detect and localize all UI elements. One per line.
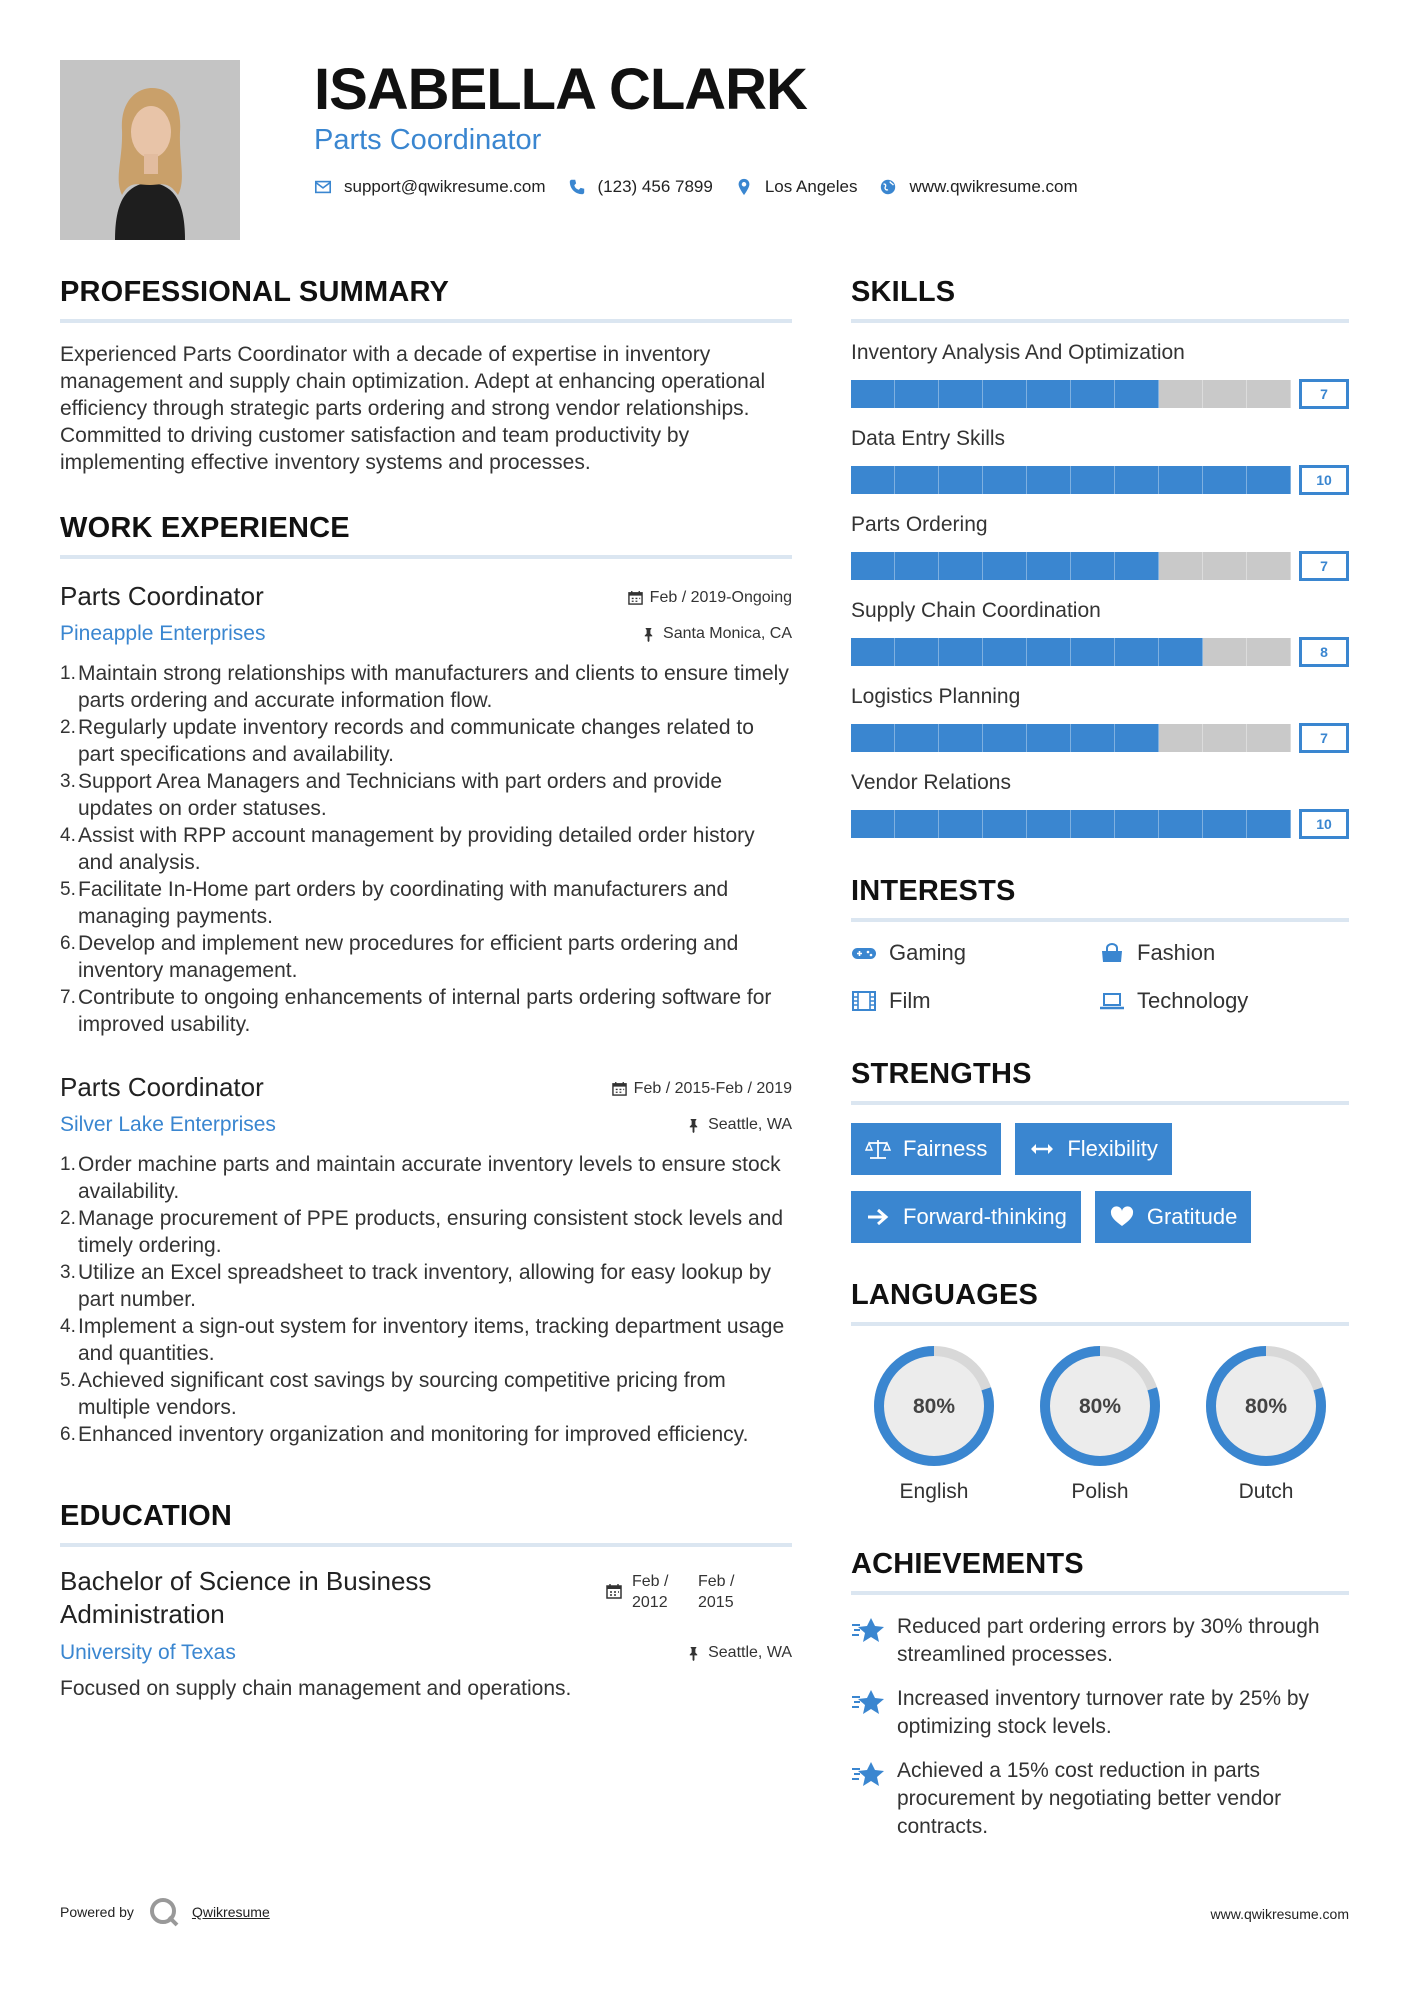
contact-bar [314,177,1100,197]
contact-website-text: www.qwikresume.com [909,177,1078,196]
languages-heading: LANGUAGES [851,1279,1349,1326]
skill-level-bar [851,637,1349,667]
summary-heading: PROFESSIONAL SUMMARY [60,276,792,323]
interests-section [851,875,1349,1014]
qwikresume-logo-icon [148,1896,180,1928]
strengths-heading: STRENGTHS [851,1058,1349,1105]
list-item: 4. Assist with RPP account management by providing detailed order history and analysis. [60,824,755,874]
skill-level-value: 7 [1299,551,1349,581]
job-location-text: Seattle, WA [708,1116,792,1133]
list-item: 2. Manage procurement of PPE products, ensuring consistent stock levels and timely ordering. [60,1207,784,1257]
skill-level-bar [851,379,1349,409]
job-location [686,1116,792,1134]
strength-badge: Forward-thinking [851,1191,1081,1243]
skill-track [851,810,1291,838]
experience-heading: WORK EXPERIENCE [60,512,792,559]
job-dates-text: Feb / 2015-Feb / 2019 [633,1079,792,1097]
school-location [686,1644,792,1662]
education-section [60,1500,792,1701]
job-location [641,625,792,643]
education-description: Focused on supply chain management and operations. [60,1677,572,1700]
list-item: 6. Develop and implement new procedures for efficient parts ordering and inventory management. [60,932,739,982]
skill-name: Parts Ordering [851,513,988,536]
skill-name: Inventory Analysis And Optimization [851,341,1185,364]
interest-item: Fashion [1099,940,1347,966]
strength-badge: Fairness [851,1123,1001,1175]
interest-item: Film [851,988,1099,1014]
thumbtack-icon [686,1118,701,1133]
shopping-bag-icon [1099,943,1125,963]
footer-powered-by [60,1896,270,1928]
language-item [1017,1344,1183,1504]
star-icon [851,1687,885,1717]
strengths-section [851,1058,1349,1243]
map-pin-icon [735,178,753,196]
list-item: 5. Achieved significant cost savings by sourcing competitive pricing from multiple vendors. [60,1369,726,1419]
school-name: University of Texas [60,1641,236,1664]
footer-url[interactable]: www.qwikresume.com [1210,1906,1349,1922]
contact-phone-text: (123) 456 7899 [597,177,713,196]
skill-level-value: 7 [1299,723,1349,753]
calendar-icon [628,590,643,605]
education-heading: EDUCATION [60,1500,792,1547]
job-role: Parts Coordinator [60,581,264,611]
skill-item [851,599,1349,667]
skill-item [851,427,1349,495]
thumbtack-icon [686,1646,701,1661]
summary-section [60,276,792,476]
strength-badge: Flexibility [1015,1123,1171,1175]
contact-location-text: Los Angeles [764,177,858,196]
profile-photo [60,60,240,240]
skills-list [851,341,1349,839]
achievement-item: Achieved a 15% cost reduction in parts procurement by negotiating better vendor contracts. [851,1757,1349,1841]
achievement-item: Reduced part ordering errors by 30% through streamlined processes. [851,1613,1349,1669]
experience-section [60,512,792,1448]
skill-track [851,724,1291,752]
degree-title: Bachelor of Science in Business Administration [60,1566,432,1629]
language-name: English [899,1480,969,1503]
list-item: 6. Enhanced inventory organization and monitoring for improved efficiency. [60,1423,749,1446]
film-icon [851,991,877,1011]
school-location-text: Seattle, WA [708,1644,792,1661]
skill-level-bar [851,465,1349,495]
strength-badge: Gratitude [1095,1191,1252,1243]
job-entry [60,581,792,1038]
education-start: Feb / 2012 [632,1573,669,1611]
list-item: 4. Implement a sign-out system for inventory items, tracking department usage and quantities. [60,1315,785,1365]
job-dates [628,589,792,607]
language-name: Polish [1071,1480,1129,1503]
job-location-text: Santa Monica, CA [663,625,792,642]
skills-section [851,276,1349,839]
job-bullets [60,660,792,1038]
achievement-item: Increased inventory turnover rate by 25% by optimizing stock levels. [851,1685,1349,1741]
language-ring [1204,1344,1328,1468]
language-percent: 80% [1078,1395,1122,1418]
skill-item [851,341,1349,409]
right-column [851,276,1349,1857]
powered-by-text: Powered by [60,1904,134,1920]
skill-level-value: 10 [1299,465,1349,495]
skill-item [851,771,1349,839]
interest-item: Gaming [851,940,1099,966]
job-role: Parts Coordinator [60,1072,264,1102]
calendar-icon [612,1081,627,1096]
phone-icon [568,178,586,196]
job-bullets [60,1151,792,1448]
thumbtack-icon [641,627,656,642]
language-item [1183,1344,1349,1504]
language-ring [872,1344,996,1468]
list-item: 2. Regularly update inventory records and communicate changes related to part specifications and availability. [60,716,754,766]
candidate-title: Parts Coordinator [314,124,542,156]
job-entry [60,1072,792,1448]
achievements-section [851,1548,1349,1841]
education-dates [606,1571,764,1613]
candidate-name: ISABELLA CLARK [314,57,807,122]
arrows-horizontal-icon [1029,1138,1055,1160]
skill-item [851,685,1349,753]
skill-track [851,552,1291,580]
skill-level-value: 10 [1299,809,1349,839]
language-name: Dutch [1238,1480,1294,1503]
skill-name: Data Entry Skills [851,427,1006,450]
languages-list [851,1344,1349,1504]
person-portrait-icon [60,60,240,240]
job-dates-text: Feb / 2019-Ongoing [649,588,792,606]
list-item: 5. Facilitate In-Home part orders by coordinating with manufacturers and managing payments. [60,878,729,928]
list-item: 7. Contribute to ongoing enhancements of internal parts ordering software for improved usability. [60,986,772,1036]
skill-level-bar [851,551,1349,581]
skill-track [851,380,1291,408]
contact-location [735,177,858,197]
gamepad-icon [851,943,877,963]
skill-level-value: 8 [1299,637,1349,667]
contact-email-text: support@qwikresume.com [344,177,546,196]
job-company: Pineapple Enterprises [60,622,266,645]
star-icon [851,1615,885,1645]
envelope-icon [314,178,332,196]
list-item: 1. Maintain strong relationships with manufacturers and clients to ensure timely parts ordering and accurate information flow. [60,662,789,712]
job-company: Silver Lake Enterprises [60,1113,276,1136]
left-column [60,276,792,1701]
calendar-icon [606,1583,622,1599]
list-item: 1. Order machine parts and maintain accurate inventory levels to ensure stock availability. [60,1153,781,1203]
skill-name: Vendor Relations [851,771,1011,794]
brand-link[interactable]: Qwikresume [191,1904,270,1920]
contact-website[interactable] [879,177,1077,197]
contact-email[interactable] [314,177,546,197]
skill-track [851,638,1291,666]
skills-heading: SKILLS [851,276,1349,323]
star-icon [851,1759,885,1789]
language-ring [1038,1344,1162,1468]
globe-icon [879,178,897,196]
interest-item: Technology [1099,988,1347,1014]
skill-name: Supply Chain Coordination [851,599,1101,622]
balance-scale-icon [865,1138,891,1160]
interests-heading: INTERESTS [851,875,1349,922]
laptop-icon [1099,991,1125,1011]
skill-item [851,513,1349,581]
skill-level-bar [851,723,1349,753]
summary-text: Experienced Parts Coordinator with a decade of expertise in inventory management and supply chain optimization. Adept at enhancing operational efficiency through strategic parts ordering and strong vendor relationships. Committed to driving customer satisfaction and team productivity by implementing effective inventory systems and processes. [60,343,766,474]
language-item [851,1344,1017,1504]
heart-icon [1109,1206,1135,1228]
achievements-heading: ACHIEVEMENTS [851,1548,1349,1595]
skill-name: Logistics Planning [851,685,1021,708]
contact-phone[interactable] [568,177,713,197]
job-dates [612,1080,792,1098]
skill-level-bar [851,809,1349,839]
languages-section [851,1279,1349,1504]
language-percent: 80% [912,1395,956,1418]
skill-level-value: 7 [1299,379,1349,409]
list-item: 3. Support Area Managers and Technicians with part orders and provide updates on order statuses. [60,770,722,820]
language-percent: 80% [1244,1395,1288,1418]
list-item: 3. Utilize an Excel spreadsheet to track inventory, allowing for easy lookup by part number. [60,1261,771,1311]
arrow-right-icon [865,1206,891,1228]
skill-track [851,466,1291,494]
education-end: Feb / 2015 [698,1573,735,1611]
